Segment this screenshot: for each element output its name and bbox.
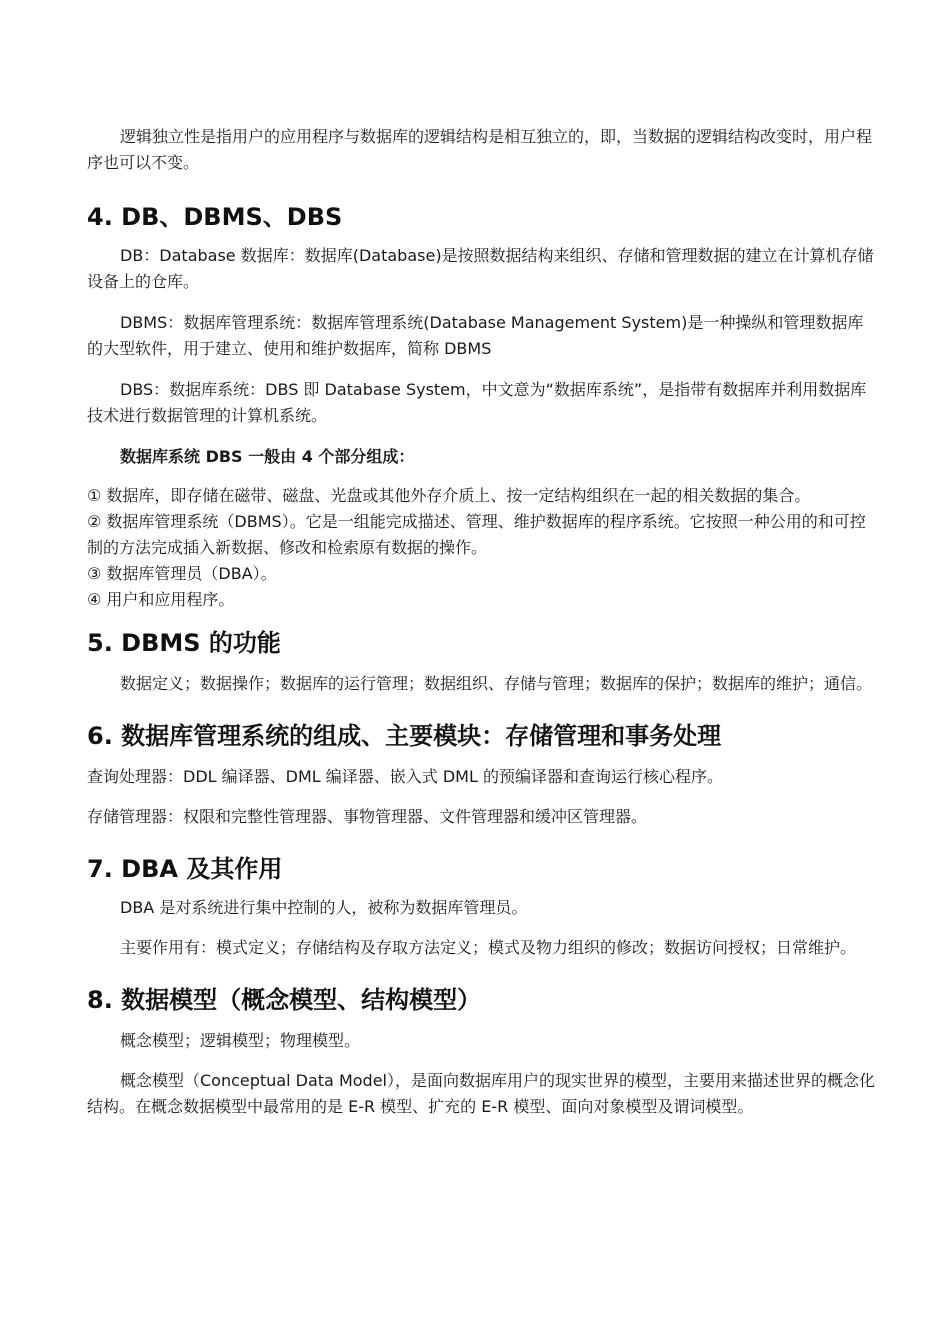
- section-4-heading: 4. DB、DBMS、DBS: [87, 203, 343, 231]
- s4-dbs-paragraph: DBS：数据库系统：DBS 即 Database System，中文意为“数据库系统”，是指带有数据库并利用数据库技术进行数据管理的计算机系统。: [87, 380, 867, 425]
- s8-conceptual-paragraph: 概念模型（Conceptual Data Model），是面向数据库用户的现实世界的模型，主要用来描述世界的概念化结构。在概念数据模型中最常用的是 E-R 模型、扩充的 E-R 模型、面向对象模型及谓词模型。: [87, 1071, 875, 1116]
- s6-storage-manager-paragraph: 存储管理器：权限和完整性管理器、事物管理器、文件管理器和缓冲区管理器。: [87, 807, 648, 826]
- section-8-heading: 8. 数据模型（概念模型、结构模型）: [87, 986, 482, 1014]
- list-item: ④ 用户和应用程序。: [87, 590, 235, 609]
- list-item: ② 数据库管理系统（DBMS）。它是一组能完成描述、管理、维护数据库的程序系统。它按照一种公用的和可控制的方法完成插入新数据、修改和检索原有数据的操作。: [87, 512, 866, 557]
- s4-components-heading: 数据库系统 DBS 一般由 4 个部分组成：: [120, 447, 415, 466]
- s7-role-paragraph: 主要作用有：模式定义；存储结构及存取方法定义；模式及物力组织的修改；数据访问授权；日常维护。: [120, 938, 857, 957]
- s7-dba-paragraph: DBA 是对系统进行集中控制的人，被称为数据库管理员。: [120, 898, 528, 917]
- document-content: [87, 124, 877, 1120]
- s4-dbms-paragraph: DBMS：数据库管理系统：数据库管理系统(Database Management System)是一种操纵和管理数据库的大型软件，用于建立、使用和维护数据库，简称 DBMS: [87, 313, 864, 358]
- s4-db-paragraph: DB：Database 数据库：数据库(Database)是按照数据结构来组织、存储和管理数据的建立在计算机存储设备上的仓库。: [87, 246, 874, 291]
- s6-query-processor-paragraph: 查询处理器：DDL 编译器、DML 编译器、嵌入式 DML 的预编译器和查询运行核心程序。: [87, 767, 723, 786]
- section-7-heading: 7. DBA 及其作用: [87, 855, 283, 883]
- list-item: ③ 数据库管理员（DBA）。: [87, 564, 277, 583]
- s5-paragraph: 数据定义；数据操作；数据库的运行管理；数据组织、存储与管理；数据库的保护；数据库的维护；通信。: [120, 674, 873, 693]
- s8-models-paragraph: 概念模型；逻辑模型；物理模型。: [120, 1031, 361, 1050]
- section-6-heading: 6. 数据库管理系统的组成、主要模块：存储管理和事务处理: [87, 722, 722, 750]
- section-5-heading: 5. DBMS 的功能: [87, 629, 281, 657]
- list-item: ① 数据库，即存储在磁带、磁盘、光盘或其他外存介质上、按一定结构组织在一起的相关数据的集合。: [87, 486, 811, 505]
- s4-components-list: [87, 483, 877, 613]
- intro-paragraph: 逻辑独立性是指用户的应用程序与数据库的逻辑结构是相互独立的，即，当数据的逻辑结构改变时，用户程序也可以不变。: [87, 127, 873, 172]
